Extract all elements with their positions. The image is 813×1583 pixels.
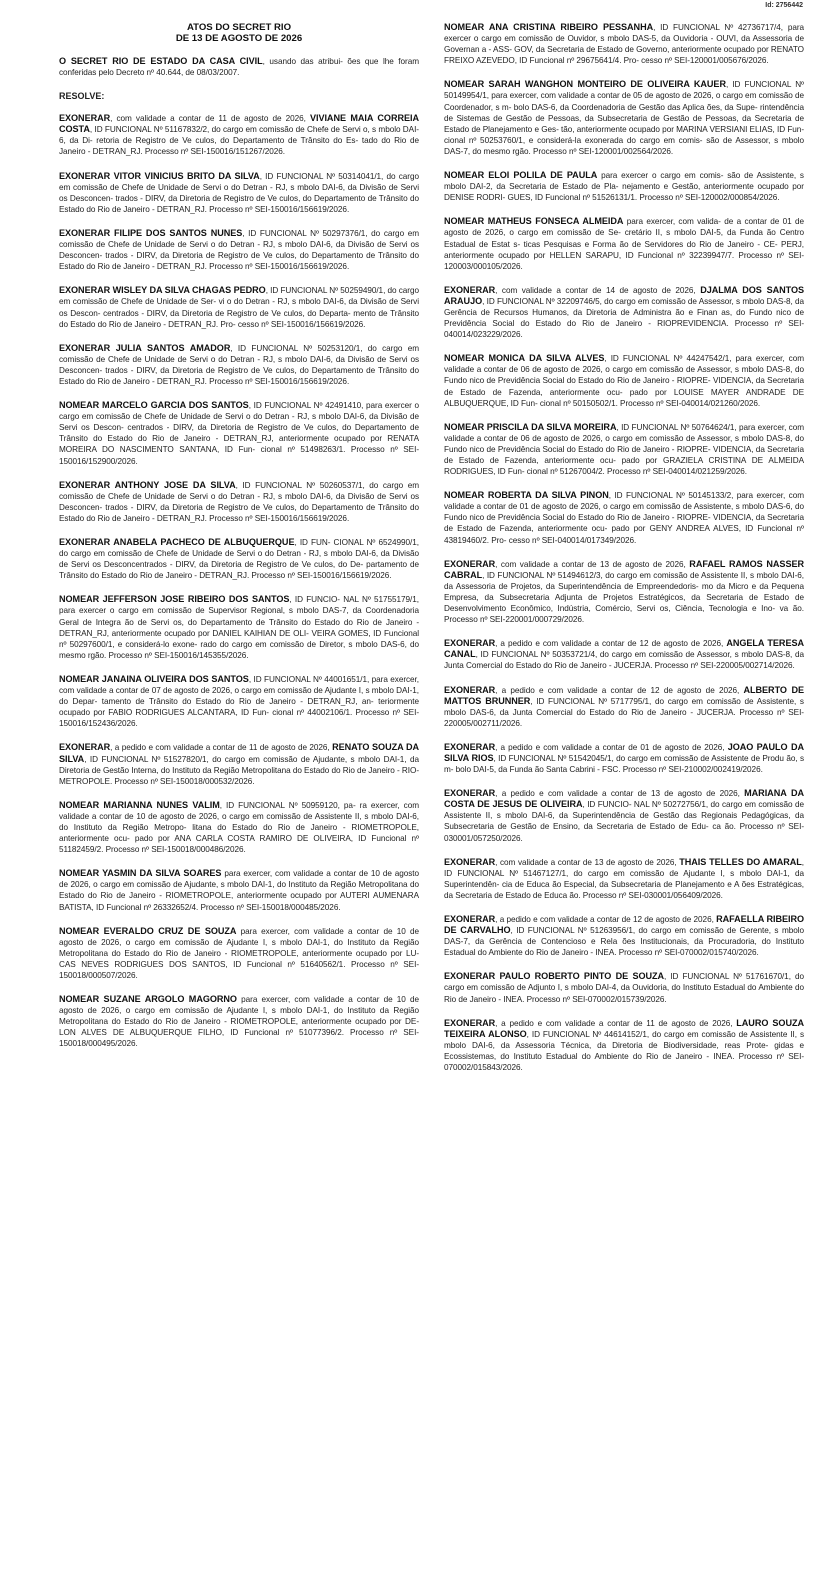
act-paragraph xyxy=(444,422,804,477)
act-text: , ID FUNCIONAL Nº 32209746/5, do cargo em comissão de Assessor, s mbolo DAS-8, da Gerência de Recursos Humanos, da Diretoria de Administra ão e Finan as, do Fundo nico de Previdência Social do Estado do Rio de Janeiro - RIOPREVIDENCIA. Processo nº SEI-040014/023229/2026. xyxy=(444,296,804,340)
act-paragraph xyxy=(444,914,804,958)
act-text: para exercer, com validade a contar de 10 de agosto de 2026, o cargo em comissão de Ajudante, s mbolo DAI-1, do Instituto da Região Metropolitana do Estado do Rio de Janeiro - RIOMETROPOLE, anteriormente ocupado por AUTERI AUMENARA BATISTA, ID Funcional nº 26332652/4. Processo nº SEI-150018/000485/2026. xyxy=(59,869,419,912)
act-paragraph xyxy=(59,171,419,215)
title-line-2: DE 13 DE AGOSTO DE 2026 xyxy=(175,33,303,44)
act-text: , ID FUNCIONAL Nº 50145133/2, para exercer, com validade a contar de 01 de agosto de 2026, o cargo em comissão de Assistente, s mbolo DAS-6, do Fundo nico de Previdência Social do Estado do Rio de Janeiro - RIOPRE- VIDENCIA, da Secretaria de Estado de Fazenda, anteriormente ocu- pado por GENY ANDREA ALVES, ID Funcional nº 43819460/2. Pro- cesso nº SEI-040014/017349/2026. xyxy=(444,491,804,545)
act-pre: , a pedido e com validade a contar de 11 de agosto de 2026, xyxy=(495,1018,737,1028)
act-verb: EXONERAR xyxy=(444,684,496,695)
act-verb: NOMEAR MATHEUS FONSECA ALMEIDA xyxy=(444,216,624,227)
act-pre: , com validade a contar de 11 de agosto de 2026, xyxy=(110,114,310,124)
act-verb: NOMEAR EVERALDO CRUZ DE SOUZA xyxy=(59,925,237,936)
act-paragraph xyxy=(444,285,804,340)
resolve-heading: RESOLVE: xyxy=(59,91,105,102)
act-text: , ID FUNCIONAL Nº 51761670/1, do cargo em comissão de Adjunto I, s mbolo DAI-4, da Ouvidoria, do Instituto Estadual do Ambiente do Rio de Janeiro - INEA. Processo nº SEI-070002/015739/2026. xyxy=(444,972,804,1004)
left-column xyxy=(59,22,419,1583)
act-paragraph xyxy=(444,170,804,203)
act-verb: NOMEAR YASMIN DA SILVA SOARES xyxy=(59,868,222,879)
act-paragraph xyxy=(444,685,804,729)
act-pre: , a pedido e com validade a contar de 12 de agosto de 2026, xyxy=(495,639,727,649)
act-person-name: ANGELA TERESA CANAL xyxy=(444,638,804,660)
act-text: , ID FUNCIONAL Nº 50259490/1, do cargo em comissão de Chefe de Unidade de Ser- vi o do Detran - RJ, s mbolo DAI-6, da Divisão de Servi os Descon- centrados - DIRV, da Diretoria de Registro de Ve culos, do Departa- mento de Trânsito do Estado do Rio de Janeiro - DETRAN_RJ. Pro- cesso nº SEI-150016/156619/2026. xyxy=(59,286,419,329)
act-paragraph xyxy=(59,742,419,786)
act-verb: EXONERAR xyxy=(444,914,496,924)
act-verb: NOMEAR MARIANNA NUNES VALIM xyxy=(59,799,220,810)
act-pre: , com validade a contar de 13 de agosto de 2026, xyxy=(495,559,690,569)
act-person-name: RAFAEL RAMOS NASSER CABRAL xyxy=(444,558,804,580)
intro-text: , usando das atribui- ões que lhe foram conferidas pelo Decreto nº 40.644, de 08/03/2007. xyxy=(59,57,419,78)
act-person-name: RENATO SOUZA DA SILVA xyxy=(59,742,419,764)
act-paragraph xyxy=(59,343,419,387)
act-paragraph xyxy=(444,559,804,626)
act-text: , ID FUNCIO- NAL Nº 50272756/1, do cargo em comissão de Assistente II, s mbolo DAI-6, da Superintendência de Gestão das Regionais Pedagógicas, da Subsecretaria de Gestão de Ensino, da Secretaria de Estado de Edu- ca ão. Processo nº SEI-030001/057250/2026. xyxy=(444,800,804,843)
title-line-1: ATOS DO SECRET RIO xyxy=(186,22,292,33)
intro-paragraph xyxy=(59,56,419,78)
act-paragraph xyxy=(59,994,419,1049)
act-verb: EXONERAR xyxy=(444,741,496,752)
act-paragraph xyxy=(444,788,804,843)
act-text: para exercer, com valida- de a contar de 01 de agosto de 2026, o cargo em comissão de Se- cretário II, s mbolo DAI-5, da Funda ão Centro Estadual de Estat s- ticas Pesquisas e Forma ão de Servidores do Rio de Janeiro - CE- PERJ, anteriormente ocupado por HELLEN SARAPU, ID Funcional nº 32239947/7. Processo nº SEI-120003/000105/2026. xyxy=(444,217,804,271)
act-text: , ID FUNCIONAL Nº 42736717/4, para exercer o cargo em comissão de Ouvidor, s mbolo DAS-5, da Ouvidoria - OUVI, da Assessoria de Governan a - ASS- GOV, da Secretaria de Estado de Governo, anteriormente ocupado por RENATO FREIXO AZEVEDO, ID Funcional nº 29675641/4. Pro- cesso nº SEI-120001/005676/2026. xyxy=(444,23,804,66)
act-verb: EXONERAR xyxy=(444,558,496,569)
act-text: , ID FUNCIONAL Nº 5717795/1, do cargo em comissão de Assistente, s mbolo DAS-6, da Junta Comercial do Estado do Rio de Janeiro - JUCERJA. Processo nº SEI-220005/002711/2026. xyxy=(444,696,804,728)
act-paragraph xyxy=(444,490,804,545)
act-pre: , a pedido e com validade a contar de 13 de agosto de 2026, xyxy=(495,789,745,799)
act-text: , ID FUNCIONAL Nº 51263956/1, do cargo em comissão de Gerente, s mbolo DAS-7, da Gerência de Contencioso e Rela ões Institucionais, da Procuradoria, do Instituto Estadual do Ambiente do Rio de Janeiro - INEA. Processo nº SEI-070002/015740/2026. xyxy=(444,926,804,958)
act-person-name: JOAO PAULO DA SILVA RIOS xyxy=(444,741,804,763)
act-paragraph xyxy=(59,285,419,329)
act-text: , ID FUNCIONAL Nº 44614152/1, do cargo em comissão de Assistente II, s mbolo DAI-6, da Assessoria Técnica, da Diretoria de Biodiversidade, reas Prote- gidas e Ecossistemas, do Instituto Estadual do Ambiente do Rio de Janeiro - INEA. Processo nº SEI-070002/015843/2026. xyxy=(444,1029,804,1073)
act-paragraph xyxy=(444,971,804,1004)
act-text: para exercer, com validade a contar de 10 de agosto de 2026, o cargo em comissão de Ajudante I, s mbolo DAI-1, do Instituto da Região Metropolitana do Estado do Rio de Janeiro - RIOMETROPOLE, anteriormente ocupado por DE- LON ALVES DE ALBUQUERQUE FILHO, ID Funcional nº 51077396/2. Processo nº SEI-150018/000495/2026. xyxy=(59,995,419,1049)
act-verb: EXONERAR VITOR VINICIUS BRITO DA SILVA xyxy=(59,170,260,181)
act-person-name: VIVIANE MAIA CORREIA COSTA xyxy=(59,113,419,135)
act-paragraph xyxy=(444,1018,804,1073)
act-text: , ID FUNCIONAL Nº 44247542/1, para exercer, com validade a contar de 06 de agosto de 2026, o cargo em comissão de Assessor, s mbolo DAS-8, do Fundo nico de Previdência Social do Estado do Rio de Janeiro - RIOPRE- VIDENCIA, da Secretaria de Estado de Fazenda, anteriormente ocu- pado por LOUISE MAYER ANDRADE DE ALBUQUERQUE, ID Fun- cional nº 50150502/1. Processo nº SEI-040014/021260/2026. xyxy=(444,354,804,408)
act-paragraph xyxy=(59,594,419,661)
act-pre: , a pedido e com validade a contar de 11 de agosto de 2026, xyxy=(110,743,333,753)
act-verb: NOMEAR ROBERTA DA SILVA PINON xyxy=(444,490,609,501)
act-paragraph xyxy=(59,800,419,855)
act-pre: , a pedido e com validade a contar de 12 de agosto de 2026, xyxy=(495,915,717,924)
act-text: para exercer o cargo em comis- são de Assistente, s mbolo DAI-2, da Secretaria de Estado de Pla- nejamento e Gestão, anteriormente ocupado por DENISE RODRI- GUES, ID Funcional nº 51526131/1. Processo nº SEI-120002/000854/2026. xyxy=(444,171,804,203)
act-verb: EXONERAR xyxy=(444,856,496,867)
act-verb: EXONERAR WISLEY DA SILVA CHAGAS PEDRO xyxy=(59,285,266,296)
act-verb: NOMEAR ANA CRISTINA RIBEIRO PESSANHA xyxy=(444,22,654,32)
act-pre: , com validade a contar de 14 de agosto de 2026, xyxy=(495,285,701,295)
act-text: , ID FUNCIONAL Nº 50959120, pa- ra exercer, com validade a contar de 10 de agosto de 2026, o cargo em comissão de Assistente II, s mbolo DAI-6, do Instituto da Região Metropo- litana do Estado do Rio de Janeiro - RIOMETROPOLE, anteriormente ocu- pado por ANA CARLA COSTA RAMIRO DE OLIVEIRA, ID Funcional nº 51182459/2. Processo nº SEI-150018/000486/2026. xyxy=(59,800,419,855)
act-verb: NOMEAR PRISCILA DA SILVA MOREIRA xyxy=(444,421,617,432)
act-pre: , a pedido e com validade a contar de 01 de agosto de 2026, xyxy=(495,742,728,752)
act-pre: , a pedido e com validade a contar de 12 de agosto de 2026, xyxy=(495,685,744,695)
act-text: , ID FUN- CIONAL Nº 6524990/1, do cargo em comissão de Chefe de Unidade de Servi o do Detran - RJ, s mbolo DAI-6, da Divisão de Servi os Desconcentrados - DIRV, da Diretoria de Registro de Ve culos, do De- partamento de Trânsito do Estado do Rio de Janeiro - DETRAN_RJ. Processo nº SEI-150016/156619/2026. xyxy=(59,538,419,581)
act-paragraph xyxy=(444,216,804,271)
act-verb: EXONERAR JULIA SANTOS AMADOR xyxy=(59,342,231,353)
act-text: , ID FUNCIONAL Nº 50353721/4, do cargo em comissão de Assessor, s mbolo DAS-8, da Junta Comercial do Estado do Rio de Janeiro - JUCERJA. Processo nº SEI-220005/002714/2026. xyxy=(444,650,804,671)
act-text: , ID FUNCIONAL Nº 42491410, para exercer o cargo em comissão de Chefe de Unidade de Servi o do Detran - RJ, s mbolo DAI-6, da Divisão de Servi os Descon- centrados - DIRV, da Diretoria de Registro de Ve culos, do Departamento de Trânsito do Estado do Rio de Janeiro - DETRAN_RJ, anteriormente ocupado por RENATA MOREIRA DO NASCIMENTO SANTANA, ID Fun- cional nº 51498263/1. Processo nº SEI-150016/152900/2026. xyxy=(59,401,419,466)
act-text: , ID FUNCIONAL Nº 50314041/1, do cargo em comissão de Chefe de Unidade de Servi o do Detran - RJ, s mbolo DAI-6, da Divisão de Servi os Desconcen- trados - DIRV, da Diretoria de Registro de Ve culos, do Departamento de Trânsito do Estado do Rio de Janeiro - DETRAN_RJ. Processo nº SEI-150016/156619/2026. xyxy=(59,171,419,214)
act-verb: EXONERAR xyxy=(59,113,111,124)
act-paragraph xyxy=(444,857,804,901)
document-title xyxy=(59,22,419,44)
act-verb: NOMEAR SARAH WANGHON MONTEIRO DE OLIVEIRA KAUER xyxy=(444,79,726,90)
act-person-name: DJALMA DOS SANTOS ARAUJO xyxy=(444,284,804,306)
act-person-name: LAURO SOUZA TEIXEIRA ALONSO xyxy=(444,1017,804,1039)
act-text: , ID FUNCIONAL Nº 51494612/3, do cargo em comissão de Assistente II, s mbolo DAI-6, da Assessoria de Projetos, da Superintendência de Empreendedoris- mo da Micro e da Pequena Empresa, da Subsecretaria Adjunta de Projetos Estratégicos, da Secretaria de Estado de Desenvolvimento Econômico, Indústria, Comércio, Servi os, Ciência, Tecnologia e Ino- va ão. Processo nº SEI-220001/000729/2026. xyxy=(444,570,804,625)
act-paragraph xyxy=(59,537,419,581)
act-text: , ID FUNCIO- NAL Nº 51755179/1, para exercer o cargo em comissão de Supervisor Regional, s mbolo DAS-7, da Coordenadoria Geral de Integra ão de Servi os, do Departamento de Trânsito do Estado do Rio de Janeiro - DETRAN_RJ, anteriormente ocupado por DANIEL KAIHIAN DE OLI- VEIRA GOMES, ID Funcional nº 50297600/1, e considerá-lo exone- rado do cargo em comissão de Diretor, s mbolo DAS-6, do mesmo rgão. Processo nº SEI-150016/145355/2026. xyxy=(59,595,419,660)
act-paragraph xyxy=(59,674,419,729)
act-verb: EXONERAR xyxy=(444,788,496,799)
act-text: , ID FUNCIONAL Nº 50260537/1, do cargo em comissão de Chefe de Unidade de Servi o do Detran - RJ, s mbolo DAI-6, da Divisão de Servi os Desconcen- trados - DIRV, da Diretoria de Registro de Ve culos, do Departamento de Trânsito do Estado do Rio de Janeiro - DETRAN_RJ. Processo nº SEI-150016/156619/2026. xyxy=(59,480,419,523)
act-text: , ID FUNCIONAL Nº 50297376/1, do cargo em comissão de Chefe de Unidade de Servi o do Detran - RJ, s mbolo DAI-6, da Divisão de Servi os Desconcen- trados - DIRV, da Diretoria de Registro de Ve culos, do Departamento de Trânsito do Estado do Rio de Janeiro - DETRAN_RJ. Processo nº SEI-150016/156619/2026. xyxy=(59,228,419,272)
act-verb: NOMEAR SUZANE ARGOLO MAGORNO xyxy=(59,994,237,1005)
act-verb: EXONERAR xyxy=(59,742,111,753)
act-paragraph xyxy=(59,228,419,272)
left-acts-list xyxy=(59,113,419,1049)
act-text: , ID FUNCIONAL Nº 51542045/1, do cargo em comissão de Assistente de Produ ão, s m- bolo DAI-5, da Funda ão Santa Cabrini - FSC. Processo nº SEI-210002/002419/2026. xyxy=(444,753,804,775)
act-paragraph xyxy=(59,868,419,912)
act-verb: EXONERAR xyxy=(444,1017,496,1028)
act-verb: EXONERAR FILIPE DOS SANTOS NUNES xyxy=(59,227,243,238)
act-person-name: ALBERTO DE MATTOS BRUNNER xyxy=(444,684,804,706)
act-verb: NOMEAR ELOI POLILA DE PAULA xyxy=(444,170,598,181)
act-text: , ID FUNCIONAL Nº 44001651/1, para exercer, com validade a contar de 07 de agosto de 2026, o cargo em comissão de Ajudante I, s mbolo DAI-1, do Depar- tamento de Trânsito do Estado do Rio de Janeiro - DETRAN_RJ, an- teriormente ocupado por FABIO RODRIGUES ALCANTARA, ID Fun- cional nº 44002106/1. Processo nº SEI-150016/152436/2026. xyxy=(59,674,419,729)
act-paragraph xyxy=(59,113,419,157)
act-verb: EXONERAR ANTHONY JOSE DA SILVA xyxy=(59,479,236,490)
act-text: , ID FUNCIONAL Nº 51167832/2, do cargo em comissão de Chefe de Servi o, s mbolo DAI-6, da Di- retoria de Registro de Ve culos, do Departamento de Trânsito do Es- tado do Rio de Janeiro - DETRAN_RJ. Processo nº SEI-150016/151267/2026. xyxy=(59,125,419,157)
act-text: , ID FUNCIONAL Nº 50764624/1, para exercer, com validade a contar de 06 de agosto de 2026, o cargo em comissão de Assessor, s mbolo DAS-8, do Fundo nico de Previdência Social do Estado do Rio de Janeiro - RIOPRE- VIDENCIA, da Secretaria de Estado de Fazenda, anteriormente ocu- pado por GRAZIELA CRISTINA DE ALMEIDA RODRIGUES, ID Fun- cional nº 51267004/2. Processo nº SEI-040014/021259/2026. xyxy=(444,422,804,477)
act-paragraph xyxy=(444,742,804,775)
act-paragraph xyxy=(444,353,804,408)
act-text: , ID FUNCIONAL Nº 51527820/1, do cargo em comissão de Ajudante, s mbolo DAI-1, da Diretoria de Gestão Interna, do Instituto da Região Metropolitana do Estado do Rio de Janeiro - RIO- METROPOLE. Processo nº SEI-150018/000532/2026. xyxy=(59,754,419,786)
act-verb: NOMEAR JANAINA OLIVEIRA DOS SANTOS xyxy=(59,673,249,684)
act-paragraph xyxy=(59,400,419,467)
act-pre: , com validade a contar de 13 de agosto de 2026, xyxy=(495,857,680,867)
act-person-name: MARIANA DA COSTA DE JESUS DE OLIVEIRA xyxy=(444,788,804,810)
act-paragraph xyxy=(59,480,419,524)
act-text: , ID FUNCIONAL Nº 51467127/1, do cargo em comissão de Ajudante I, s mbolo DAI-1, da Superintendên- cia de Educa ão Especial, da Subsecretaria de Planejamento e A ões Estratégicas, da Secretaria de Estado de Educa ão. Processo nº SEI-030001/056409/2026. xyxy=(444,857,804,900)
act-text: , ID FUNCIONAL Nº 50253120/1, do cargo em comissão de Chefe de Unidade de Servi o do Detran - RJ, s mbolo DAI-6, da Divisão de Servi os Desconcen- trados - DIRV, da Diretoria de Registro de Ve culos, do Departamento de Trânsito do Estado do Rio de Janeiro - DETRAN_RJ. Processo nº SEI-150016/156619/2026. xyxy=(59,343,419,386)
act-paragraph xyxy=(444,79,804,157)
right-column xyxy=(444,22,804,1583)
act-person-name: RAFAELLA RIBEIRO DE CARVALHO xyxy=(444,914,804,936)
act-verb: EXONERAR PAULO ROBERTO PINTO DE SOUZA xyxy=(444,971,665,982)
act-verb: NOMEAR JEFFERSON JOSE RIBEIRO DOS SANTOS xyxy=(59,594,290,605)
act-text: para exercer, com validade a contar de 10 de agosto de 2026, o cargo em comissão de Ajudante I, s mbolo DAI-1, do Instituto da Região Metropolitana do Estado do Rio de Janeiro - RIOMETROPOLE, anteriormente ocupado por LU- CAS NEVES RODRIGUES DOS SANTOS, ID Funcional nº 51640562/1. Processo nº SEI-150018/000507/2026. xyxy=(59,926,419,980)
act-paragraph xyxy=(444,638,804,671)
act-verb: EXONERAR ANABELA PACHECO DE ALBUQUERQUE xyxy=(59,537,295,547)
act-paragraph xyxy=(59,926,419,981)
act-verb: EXONERAR xyxy=(444,284,496,295)
intro-bold: O SECRET RIO DE ESTADO DA CASA CIVIL xyxy=(59,56,263,66)
act-person-name: THAIS TELLES DO AMARAL xyxy=(679,856,802,867)
act-verb: EXONERAR xyxy=(444,638,496,649)
act-verb: NOMEAR MARCELO GARCIA DOS SANTOS xyxy=(59,400,249,411)
page-id: Id: 2756442 xyxy=(765,2,803,9)
act-paragraph xyxy=(444,22,804,66)
act-text: , ID FUNCIONAL Nº 50149954/1, para exercer, com validade a contar de 05 de agosto de 2026, o cargo em comissão de Coordenador, s m- bolo DAS-6, da Coordenadoria de Gestão das Aplica ões, da Supe- rintendência de Sistemas de Gestão de Pessoas, da Subsecretaria de Gestão de Pessoas, da Secretaria de Estado de Planejamento e Ges- tão, anteriormente ocupado por MARINA VERSIANI ELIAS, ID Fun- cional nº 50253760/1, e considerá-la exonerada do cargo em comis- são de Assessor, s mbolo DAS-7, do mesmo rgão. Processo nº SEI-120001/002564/2026. xyxy=(444,80,804,156)
right-acts-list xyxy=(444,22,804,1073)
act-verb: NOMEAR MONICA DA SILVA ALVES xyxy=(444,353,605,364)
